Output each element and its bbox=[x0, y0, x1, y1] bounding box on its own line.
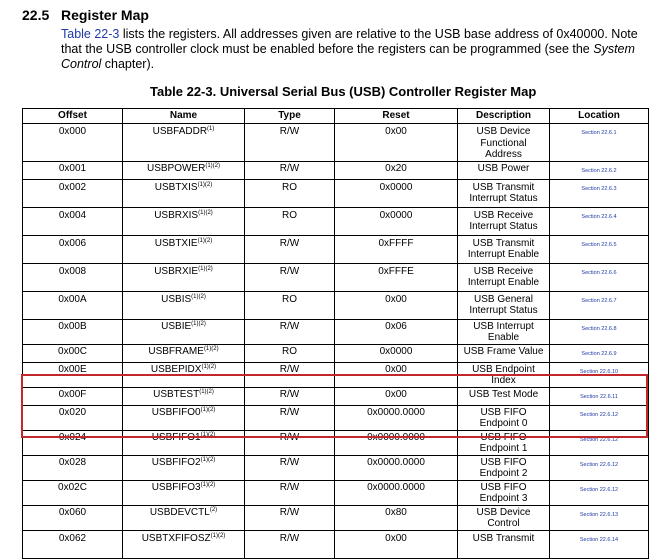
type-cell bbox=[245, 179, 335, 207]
register-name bbox=[152, 432, 216, 443]
offset-cell bbox=[23, 530, 123, 558]
location-cell bbox=[550, 179, 649, 207]
type-cell bbox=[245, 430, 335, 455]
type-cell bbox=[245, 505, 335, 530]
location-cell bbox=[550, 530, 649, 558]
description-cell bbox=[458, 319, 550, 344]
footnote-ref: (1)(2) bbox=[205, 162, 220, 169]
footnote-ref: (1)(2) bbox=[201, 363, 217, 370]
name-cell bbox=[123, 179, 245, 207]
register-map-table bbox=[22, 108, 649, 559]
reset-cell bbox=[335, 124, 458, 162]
offset-cell bbox=[23, 179, 123, 207]
type-value: R/W bbox=[279, 320, 300, 332]
type-value: R/W bbox=[279, 532, 300, 544]
type-value: R/W bbox=[279, 431, 300, 443]
offset-value: 0x02C bbox=[58, 481, 87, 493]
footnote-ref: (1)(2) bbox=[210, 532, 226, 539]
location-cell bbox=[550, 161, 649, 179]
type-value: R/W bbox=[279, 456, 300, 468]
register-name bbox=[142, 533, 226, 544]
location-cell bbox=[550, 387, 649, 405]
description-cell bbox=[458, 455, 550, 480]
section-heading bbox=[22, 7, 149, 23]
type-cell bbox=[245, 235, 335, 263]
description-cell bbox=[458, 263, 550, 291]
section-link[interactable]: Section 22.6.1 bbox=[581, 130, 617, 136]
reset-cell bbox=[335, 161, 458, 179]
type-value: R/W bbox=[279, 265, 300, 277]
register-name-text: USBFIFO3 bbox=[151, 481, 201, 493]
description-text: USB General Interrupt Status bbox=[469, 293, 538, 316]
reset-value: 0x0000 bbox=[379, 181, 413, 193]
offset-cell bbox=[23, 480, 123, 505]
section-link[interactable]: Section 22.6.12 bbox=[579, 411, 619, 418]
footnote-ref: (1)(2) bbox=[199, 388, 214, 395]
name-cell bbox=[123, 430, 245, 455]
offset-value: 0x020 bbox=[58, 406, 87, 418]
type-value: R/W bbox=[279, 406, 300, 418]
table-reference-link[interactable]: Table 22-3 bbox=[61, 27, 120, 41]
reset-value: 0x20 bbox=[385, 162, 407, 174]
type-cell bbox=[245, 480, 335, 505]
table-row bbox=[23, 319, 649, 344]
description-cell bbox=[458, 387, 550, 405]
footnote-ref: (1)(2) bbox=[200, 431, 216, 438]
name-cell bbox=[123, 405, 245, 430]
footnote-ref: (1)(2) bbox=[200, 481, 216, 488]
type-cell bbox=[245, 344, 335, 362]
section-number: 22.5 bbox=[22, 7, 50, 23]
section-link[interactable]: Section 22.6.6 bbox=[581, 269, 617, 276]
footnote-ref: (1)(2) bbox=[191, 293, 206, 300]
offset-value: 0x006 bbox=[58, 237, 87, 249]
description-cell bbox=[458, 179, 550, 207]
offset-cell bbox=[23, 124, 123, 162]
location-cell bbox=[550, 455, 649, 480]
offset-cell bbox=[23, 319, 123, 344]
reset-value: 0x00 bbox=[385, 126, 407, 137]
reset-cell bbox=[335, 362, 458, 387]
type-cell bbox=[245, 291, 335, 319]
description-text: USB FIFO Endpoint 3 bbox=[479, 481, 528, 504]
register-name bbox=[148, 346, 218, 357]
table-body bbox=[23, 124, 649, 559]
location-cell bbox=[550, 207, 649, 235]
name-cell bbox=[123, 235, 245, 263]
header-reset: Reset bbox=[335, 109, 458, 124]
header-name: Name bbox=[123, 109, 245, 124]
location-cell bbox=[550, 263, 649, 291]
location-cell bbox=[550, 319, 649, 344]
name-cell bbox=[123, 505, 245, 530]
header-offset: Offset bbox=[23, 109, 123, 124]
footnote-ref: (1)(2) bbox=[197, 237, 213, 244]
intro-line-3-italic: Control bbox=[61, 57, 102, 71]
name-cell bbox=[123, 291, 245, 319]
register-name-text: USBTXIS bbox=[154, 181, 198, 193]
type-value: R/W bbox=[279, 162, 300, 174]
description-text: USB Endpoint Index bbox=[472, 363, 535, 386]
register-name-text: USBFADDR bbox=[152, 126, 208, 137]
register-name bbox=[150, 507, 217, 518]
reset-cell bbox=[335, 235, 458, 263]
table-row bbox=[23, 291, 649, 319]
section-title: Register Map bbox=[61, 7, 149, 23]
offset-value: 0x004 bbox=[58, 209, 87, 221]
reset-cell bbox=[335, 263, 458, 291]
description-cell bbox=[458, 362, 550, 387]
register-name-text: USBTEST bbox=[153, 388, 200, 400]
offset-cell bbox=[23, 263, 123, 291]
footnote-ref: (1)(2) bbox=[198, 209, 213, 216]
section-link[interactable]: Section 22.6.2 bbox=[581, 167, 617, 174]
description-cell bbox=[458, 207, 550, 235]
reset-cell bbox=[335, 430, 458, 455]
type-cell bbox=[245, 455, 335, 480]
offset-cell bbox=[23, 405, 123, 430]
register-name bbox=[147, 163, 220, 174]
section-link[interactable]: Section 22.6.3 bbox=[581, 185, 617, 192]
description-text: USB Receive Interrupt Status bbox=[469, 209, 538, 232]
description-text: USB Test Mode bbox=[468, 388, 539, 400]
offset-value: 0x024 bbox=[58, 431, 87, 443]
description-cell bbox=[458, 291, 550, 319]
register-name bbox=[154, 210, 213, 221]
intro-line-2-italic: System bbox=[593, 42, 635, 56]
register-name-text: USBTXFIFOSZ bbox=[141, 532, 211, 544]
table-header-row bbox=[23, 109, 649, 124]
offset-value: 0x002 bbox=[58, 181, 87, 193]
location-cell bbox=[550, 430, 649, 455]
description-text: USB FIFO Endpoint 2 bbox=[479, 456, 528, 479]
name-cell bbox=[123, 344, 245, 362]
offset-cell bbox=[23, 291, 123, 319]
register-name bbox=[161, 294, 206, 305]
description-cell bbox=[458, 505, 550, 530]
register-name-text: USBIS bbox=[161, 293, 192, 305]
name-cell bbox=[123, 455, 245, 480]
type-cell bbox=[245, 263, 335, 291]
reset-cell bbox=[335, 344, 458, 362]
register-name bbox=[155, 182, 212, 193]
description-text: USB Device Control bbox=[476, 506, 531, 529]
register-name-text: USBDEVCTL bbox=[149, 506, 210, 518]
reset-cell bbox=[335, 405, 458, 430]
reset-value: 0x00 bbox=[385, 532, 407, 544]
footnote-ref: (1) bbox=[207, 126, 215, 132]
table-row bbox=[23, 161, 649, 179]
register-name-text: USBFIFO1 bbox=[151, 431, 201, 443]
type-cell bbox=[245, 207, 335, 235]
type-cell bbox=[245, 405, 335, 430]
location-cell bbox=[550, 480, 649, 505]
type-value: R/W bbox=[279, 388, 300, 400]
table-row bbox=[23, 124, 649, 162]
reset-value: 0x0000.0000 bbox=[367, 456, 425, 468]
type-value: R/W bbox=[279, 237, 300, 249]
reset-cell bbox=[335, 505, 458, 530]
register-name bbox=[152, 457, 216, 468]
table-row bbox=[23, 263, 649, 291]
register-name-text: USBTXIE bbox=[154, 237, 198, 249]
header-description: Description bbox=[458, 109, 550, 124]
section-link[interactable]: Section 22.6.9 bbox=[581, 350, 617, 357]
offset-value: 0x000 bbox=[58, 126, 87, 137]
table-row bbox=[23, 430, 649, 455]
reset-cell bbox=[335, 455, 458, 480]
location-cell bbox=[550, 124, 649, 162]
description-cell bbox=[458, 161, 550, 179]
offset-cell bbox=[23, 235, 123, 263]
offset-value: 0x001 bbox=[58, 162, 87, 174]
table-row bbox=[23, 530, 649, 558]
section-link[interactable]: Section 22.6.5 bbox=[581, 241, 617, 248]
reset-value: 0xFFFF bbox=[378, 237, 414, 249]
type-value: R/W bbox=[279, 506, 300, 518]
offset-value: 0x008 bbox=[58, 265, 87, 277]
intro-line-1: lists the registers. All addresses given are relative to the USB base address of 0x40000. Note bbox=[119, 27, 638, 41]
description-text: USB Transmit bbox=[472, 532, 535, 544]
description-text: USB Interrupt Enable bbox=[473, 320, 534, 343]
offset-cell bbox=[23, 161, 123, 179]
offset-value: 0x060 bbox=[58, 506, 87, 518]
section-link[interactable]: Section 22.6.14 bbox=[579, 536, 619, 543]
reset-value: 0x00 bbox=[385, 388, 407, 400]
section-link[interactable]: Section 22.6.13 bbox=[579, 511, 619, 518]
offset-cell bbox=[23, 207, 123, 235]
intro-paragraph bbox=[61, 27, 661, 72]
reset-value: 0x0000.0000 bbox=[367, 481, 425, 493]
offset-value: 0x00C bbox=[58, 345, 87, 357]
type-cell bbox=[245, 161, 335, 179]
reset-value: 0x80 bbox=[385, 506, 407, 518]
name-cell bbox=[123, 263, 245, 291]
location-cell bbox=[550, 505, 649, 530]
table-row bbox=[23, 387, 649, 405]
location-cell bbox=[550, 362, 649, 387]
reset-value: 0x06 bbox=[385, 320, 407, 332]
reset-value: 0x0000.0000 bbox=[367, 406, 425, 418]
type-cell bbox=[245, 530, 335, 558]
table-title: Table 22-3. Universal Serial Bus (USB) Controller Register Map bbox=[150, 84, 537, 99]
name-cell bbox=[123, 124, 245, 162]
table-row bbox=[23, 235, 649, 263]
section-link[interactable]: Section 22.6.10 bbox=[579, 368, 619, 375]
register-name-text: USBRXIS bbox=[154, 209, 199, 221]
register-name-text: USBFRAME bbox=[148, 345, 204, 357]
intro-line-2: that the USB controller clock must be enabled before the registers can be programmed (see the bbox=[61, 42, 594, 56]
name-cell bbox=[123, 362, 245, 387]
table-row bbox=[23, 207, 649, 235]
description-cell bbox=[458, 530, 550, 558]
footnote-ref: (1)(2) bbox=[191, 320, 206, 327]
register-name bbox=[151, 364, 216, 375]
header-type: Type bbox=[245, 109, 335, 124]
register-name-text: USBRXIE bbox=[154, 265, 199, 277]
description-cell bbox=[458, 480, 550, 505]
footnote-ref: (2) bbox=[209, 506, 218, 513]
reset-cell bbox=[335, 291, 458, 319]
register-name bbox=[152, 407, 216, 418]
intro-line-3: chapter). bbox=[101, 57, 155, 71]
register-name-text: USBFIFO2 bbox=[151, 456, 201, 468]
offset-cell bbox=[23, 505, 123, 530]
offset-value: 0x028 bbox=[58, 456, 87, 468]
section-link[interactable]: Section 22.6.12 bbox=[579, 436, 619, 443]
register-name bbox=[155, 238, 212, 249]
type-value: R/W bbox=[279, 126, 300, 137]
offset-cell bbox=[23, 430, 123, 455]
section-link[interactable]: Section 22.6.12 bbox=[579, 461, 619, 468]
section-link[interactable]: Section 22.6.11 bbox=[580, 393, 618, 400]
reset-value: 0x00 bbox=[385, 293, 407, 305]
name-cell bbox=[123, 530, 245, 558]
reset-cell bbox=[335, 319, 458, 344]
offset-cell bbox=[23, 387, 123, 405]
type-cell bbox=[245, 362, 335, 387]
name-cell bbox=[123, 207, 245, 235]
type-cell bbox=[245, 319, 335, 344]
offset-value: 0x00E bbox=[58, 363, 87, 375]
offset-value: 0x00A bbox=[58, 293, 87, 305]
type-cell bbox=[245, 387, 335, 405]
footnote-ref: (1)(2) bbox=[200, 406, 216, 413]
type-value: R/W bbox=[279, 481, 300, 493]
offset-value: 0x062 bbox=[58, 532, 87, 544]
register-name-text: USBFIFO0 bbox=[151, 406, 201, 418]
register-name bbox=[153, 126, 215, 137]
footnote-ref: (1)(2) bbox=[200, 456, 216, 463]
table-row bbox=[23, 405, 649, 430]
type-cell bbox=[245, 124, 335, 162]
name-cell bbox=[123, 319, 245, 344]
reset-value: 0xFFFE bbox=[378, 265, 414, 277]
type-value: RO bbox=[282, 345, 297, 357]
name-cell bbox=[123, 161, 245, 179]
description-cell bbox=[458, 430, 550, 455]
table-row bbox=[23, 362, 649, 387]
description-text: USB FIFO Endpoint 0 bbox=[479, 406, 528, 429]
description-text: USB Frame Value bbox=[463, 345, 544, 357]
type-value: RO bbox=[282, 209, 297, 221]
register-name-text: USBIE bbox=[161, 320, 192, 332]
register-name bbox=[152, 482, 216, 493]
footnote-ref: (1)(2) bbox=[197, 181, 213, 188]
register-name bbox=[153, 389, 214, 400]
type-value: R/W bbox=[279, 363, 300, 375]
offset-value: 0x00F bbox=[58, 388, 87, 400]
description-cell bbox=[458, 235, 550, 263]
description-text: USB Transmit Interrupt Enable bbox=[467, 237, 540, 260]
offset-cell bbox=[23, 362, 123, 387]
table-row bbox=[23, 480, 649, 505]
offset-cell bbox=[23, 455, 123, 480]
location-cell bbox=[550, 344, 649, 362]
description-text: USB Power bbox=[477, 162, 530, 174]
name-cell bbox=[123, 387, 245, 405]
register-name-text: USBEPIDX bbox=[150, 363, 202, 375]
section-link[interactable]: Section 22.6.4 bbox=[581, 213, 617, 220]
description-text: USB Transmit Interrupt Status bbox=[469, 181, 538, 204]
reset-value: 0x0000 bbox=[379, 209, 413, 221]
offset-value: 0x00B bbox=[58, 320, 87, 332]
type-value: RO bbox=[282, 293, 297, 305]
type-value: RO bbox=[282, 181, 297, 193]
section-link[interactable]: Section 22.6.12 bbox=[579, 486, 619, 493]
section-link[interactable]: Section 22.6.7 bbox=[581, 297, 617, 304]
location-cell bbox=[550, 235, 649, 263]
table-row bbox=[23, 505, 649, 530]
reset-value: 0x00 bbox=[385, 363, 407, 375]
reset-cell bbox=[335, 387, 458, 405]
table-row bbox=[23, 344, 649, 362]
description-text: USB Device Functional Address bbox=[476, 126, 531, 160]
location-cell bbox=[550, 405, 649, 430]
register-name-text: USBPOWER bbox=[146, 162, 206, 174]
name-cell bbox=[123, 480, 245, 505]
table-row bbox=[23, 455, 649, 480]
reset-cell bbox=[335, 530, 458, 558]
location-cell bbox=[550, 291, 649, 319]
register-name bbox=[154, 266, 213, 277]
reset-cell bbox=[335, 179, 458, 207]
reset-cell bbox=[335, 480, 458, 505]
footnote-ref: (1)(2) bbox=[198, 265, 213, 272]
reset-cell bbox=[335, 207, 458, 235]
description-cell bbox=[458, 344, 550, 362]
section-link[interactable]: Section 22.6.8 bbox=[581, 325, 617, 332]
description-text: USB Receive Interrupt Enable bbox=[467, 265, 540, 288]
description-cell bbox=[458, 124, 550, 162]
header-location: Location bbox=[550, 109, 649, 124]
table-row bbox=[23, 179, 649, 207]
description-text: USB FIFO Endpoint 1 bbox=[479, 431, 528, 454]
offset-cell bbox=[23, 344, 123, 362]
description-cell bbox=[458, 405, 550, 430]
reset-value: 0x0000.0000 bbox=[367, 431, 425, 443]
reset-value: 0x0000 bbox=[379, 345, 413, 357]
footnote-ref: (1)(2) bbox=[203, 345, 219, 352]
register-name bbox=[161, 321, 206, 332]
